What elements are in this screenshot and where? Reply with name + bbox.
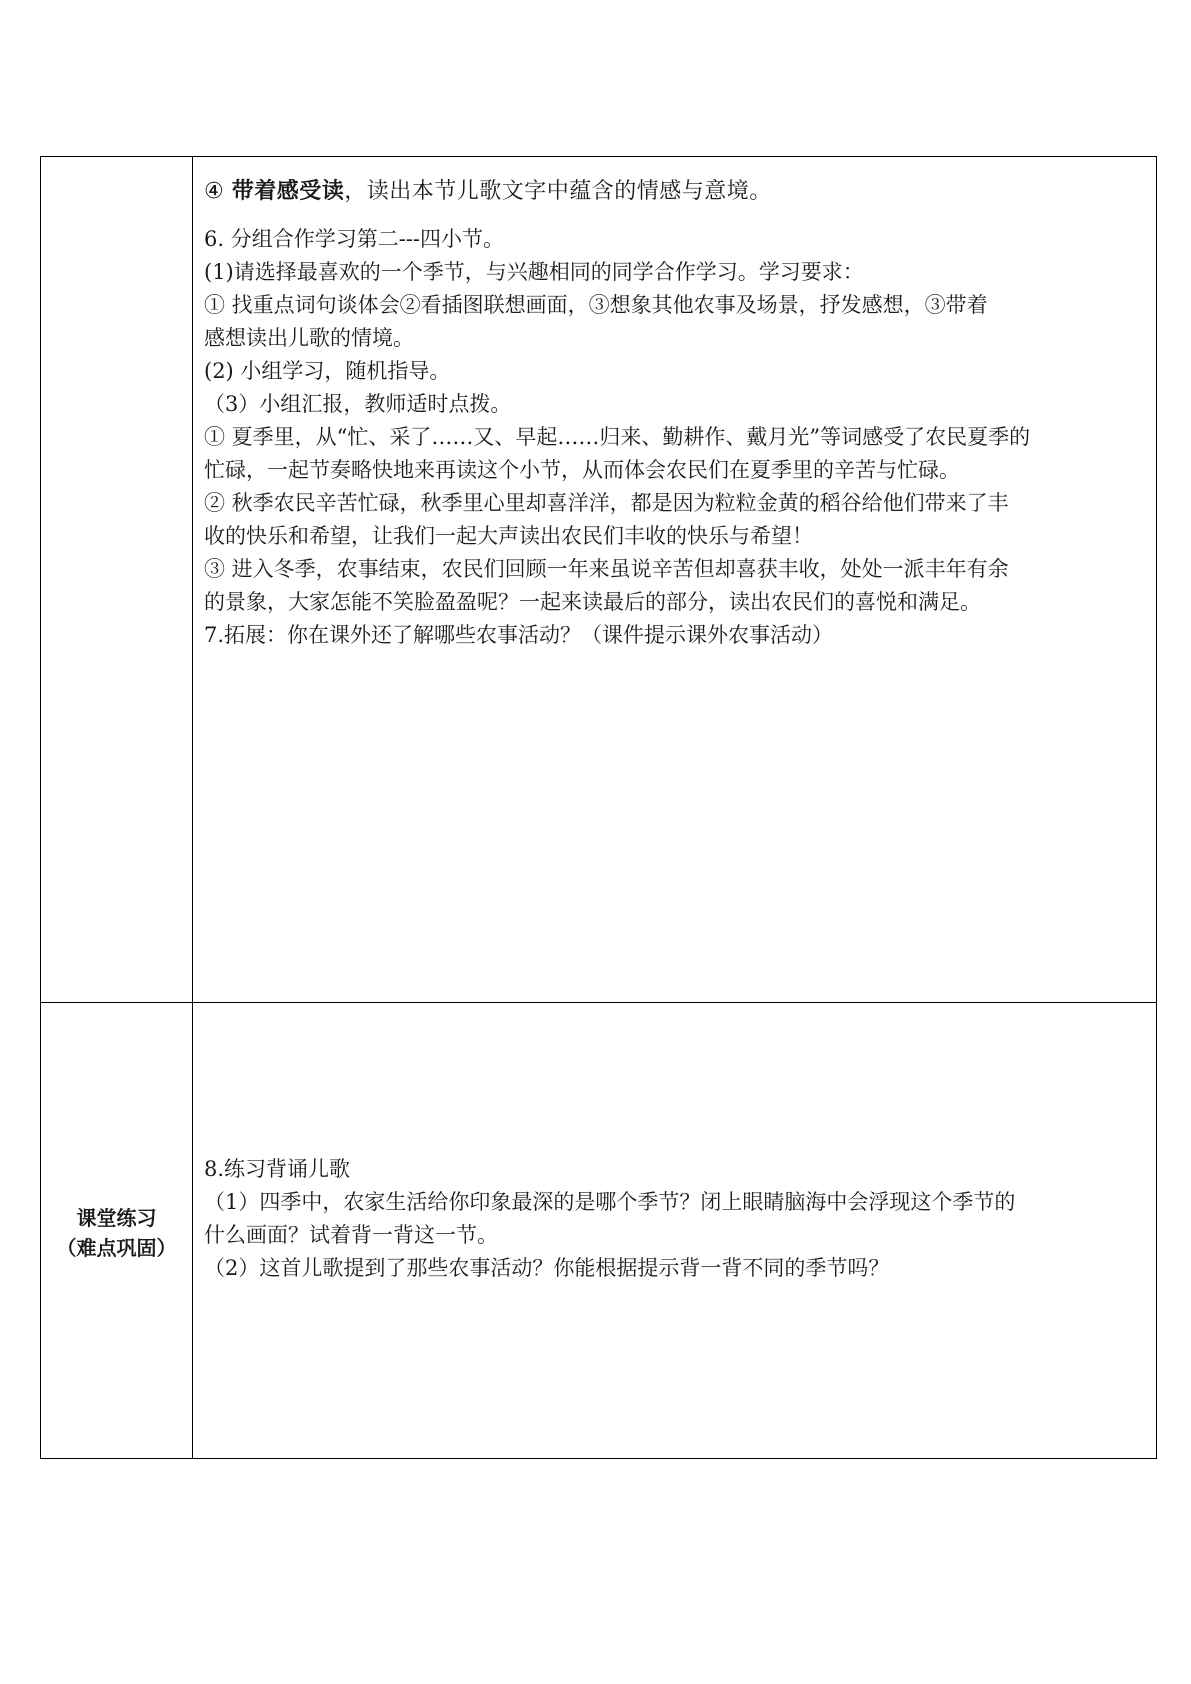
section-label-wrap	[41, 1003, 192, 1458]
text-line: 感想读出儿歌的情境。	[204, 326, 414, 350]
text-line: 8.练习背诵儿歌	[204, 1157, 351, 1181]
text-line: (2) 小组学习，随机指导。	[204, 359, 451, 383]
text-line: 7.拓展：你在课外还了解哪些农事活动？（课件提示课外农事活动）	[204, 623, 834, 647]
section-label-line: （难点巩固）	[56, 1236, 177, 1260]
lead-marker: ④	[204, 179, 225, 204]
section-content-cell	[193, 1003, 1157, 1459]
section-label-cell	[41, 1003, 193, 1459]
text-line: ① 夏季里，从“忙、采了……又、早起……归来、勤耕作、戴月光”等词感受了农民夏季的	[204, 425, 1031, 449]
section-label-line: 课堂练习	[76, 1206, 157, 1230]
text-line: ③ 进入冬季，农事结束，农民们回顾一年来虽说辛苦但却喜获丰收，处处一派丰年有余	[204, 557, 1009, 581]
text-line: 的景象，大家怎能不笑脸盈盈呢？一起来读最后的部分，读出农民们的喜悦和满足。	[204, 590, 981, 614]
section-content	[193, 157, 1156, 652]
text-line: 收的快乐和希望，让我们一起大声读出农民们丰收的快乐与希望！	[204, 524, 813, 548]
section-label	[41, 1203, 192, 1263]
text-line: （3）小组汇报，教师适时点拨。	[204, 392, 512, 416]
section-content	[193, 1153, 1156, 1285]
section-content-wrap	[193, 1003, 1156, 1458]
text-line: （2）这首儿歌提到了那些农事活动？你能根据提示背一背不同的季节吗？	[204, 1256, 890, 1280]
text-line: (1)请选择最喜欢的一个季节，与兴趣相同的同学合作学习。学习要求：	[204, 260, 864, 284]
lead-bold-text: 带着感受读	[231, 179, 345, 204]
text-line: ② 秋季农民辛苦忙碌，秋季里心里却喜洋洋，都是因为粒粒金黄的稻谷给他们带来了丰	[204, 491, 1009, 515]
text-line: 忙碌，一起节奏略快地来再读这个小节，从而体会农民们在夏季里的辛苦与忙碌。	[204, 458, 960, 482]
section-content-cell	[193, 157, 1157, 1003]
lead-line	[204, 175, 1144, 209]
table-row	[41, 157, 1157, 1003]
lesson-plan-table	[40, 156, 1157, 1459]
text-line: ① 找重点词句谈体会②看插图联想画面，③想象其他农事及场景，抒发感想，③带着	[204, 293, 988, 317]
text-line: （1）四季中，农家生活给你印象最深的是哪个季节？闭上眼睛脑海中会浮现这个季节的	[204, 1190, 1016, 1214]
text-line: 什么画面？试着背一背这一节。	[204, 1223, 498, 1247]
table-row	[41, 1003, 1157, 1459]
section-label-cell	[41, 157, 193, 1003]
lead-rest-text: ，读出本节儿歌文字中蕴含的情感与意境。	[344, 179, 772, 204]
text-line: 6. 分组合作学习第二---四小节。	[204, 227, 504, 251]
